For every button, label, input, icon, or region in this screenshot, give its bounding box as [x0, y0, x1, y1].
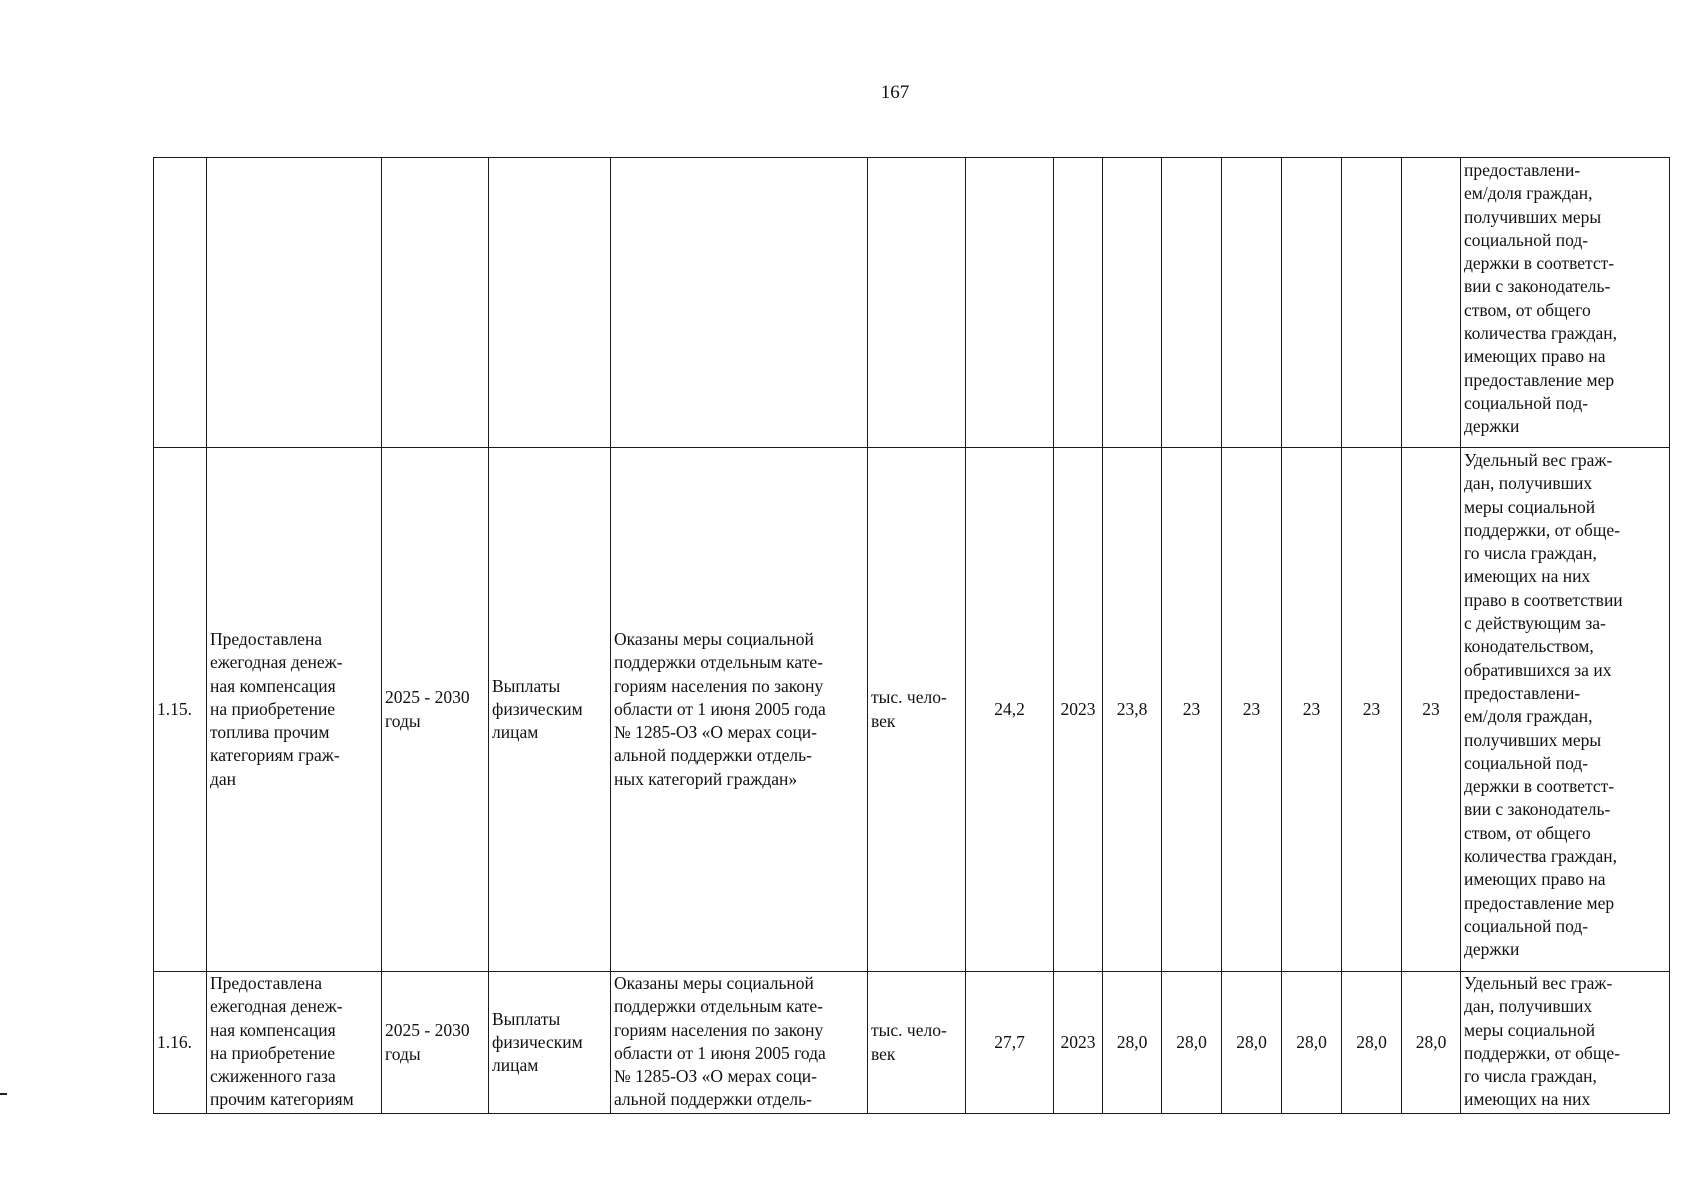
cell-id: 1.16. — [154, 972, 207, 1114]
page-number: 167 — [880, 82, 910, 103]
cell-base-year: 2023 — [1054, 448, 1103, 972]
cell-task — [207, 158, 382, 448]
cell-indicator: предоставлени- ем/доля граждан, получивших меры социальной под- держки в соответст- вии с законодатель- ством, от общего количества граждан, имеющих право на предоставление мер социальной под- держки — [1461, 158, 1670, 448]
table-row-1-15 — [154, 448, 1670, 972]
cell-type: Выплаты физическим лицам — [489, 972, 611, 1114]
cell-period — [382, 158, 489, 448]
cell-period: 2025 - 2030 годы — [382, 448, 489, 972]
cell-value-2025: 23,8 — [1103, 448, 1162, 972]
cell-value-2029: 28,0 — [1342, 972, 1402, 1114]
cell-value-2026 — [1162, 158, 1222, 448]
cell-description: Оказаны меры социальной поддержки отдельным кате- гориям населения по закону области от 1 июня 2005 года № 1285-ОЗ «О мерах соци- альной поддержки отдель- — [611, 972, 868, 1114]
cell-type — [489, 158, 611, 448]
cell-indicator: Удельный вес граж- дан, получивших меры социальной поддержки, от обще- го числа граждан, имеющих на них — [1461, 972, 1670, 1114]
cell-description: Оказаны меры социальной поддержки отдельным кате- гориям населения по закону области от 1 июня 2005 года № 1285-ОЗ «О мерах соци- альной поддержки отдель- ных категорий граждан» — [611, 448, 868, 972]
cell-base-year: 2023 — [1054, 972, 1103, 1114]
cell-base-value — [966, 158, 1054, 448]
cell-value-2028: 23 — [1282, 448, 1342, 972]
table-row-1-16 — [154, 972, 1670, 1114]
cell-value-2026: 28,0 — [1162, 972, 1222, 1114]
cell-type: Выплаты физическим лицам — [489, 448, 611, 972]
table-row-continuation — [154, 158, 1670, 448]
cell-value-2026: 23 — [1162, 448, 1222, 972]
cell-value-2030: 28,0 — [1402, 972, 1461, 1114]
cell-value-2029: 23 — [1342, 448, 1402, 972]
cell-indicator: Удельный вес граж- дан, получивших меры социальной поддержки, от обще- го числа граждан, имеющих на них право в соответствии с действующим за- конодательством, обратившихся за их предоставлени- ем/доля граждан, получивших меры социальной под- держки в соответст- вии с законодатель- ством, от общего количества граждан, имеющих право на предоставление мер социальной под- держки — [1461, 448, 1670, 972]
cell-value-2030: 23 — [1402, 448, 1461, 972]
cell-unit: тыс. чело- век — [868, 448, 966, 972]
cell-unit — [868, 158, 966, 448]
cell-value-2027: 28,0 — [1222, 972, 1282, 1114]
cell-base-value: 27,7 — [966, 972, 1054, 1114]
cell-base-year — [1054, 158, 1103, 448]
cell-value-2025: 28,0 — [1103, 972, 1162, 1114]
cell-unit: тыс. чело- век — [868, 972, 966, 1114]
cell-value-2029 — [1342, 158, 1402, 448]
cell-task: Предоставлена ежегодная денеж- ная компенсация на приобретение топлива прочим категориям граж- дан — [207, 448, 382, 972]
cell-id — [154, 158, 207, 448]
cell-task: Предоставлена ежегодная денеж- ная компенсация на приобретение сжиженного газа прочим категориям — [207, 972, 382, 1114]
cell-id: 1.15. — [154, 448, 207, 972]
scan-edge-mark — [0, 1093, 7, 1095]
cell-value-2025 — [1103, 158, 1162, 448]
cell-value-2027: 23 — [1222, 448, 1282, 972]
cell-value-2028 — [1282, 158, 1342, 448]
cell-value-2028: 28,0 — [1282, 972, 1342, 1114]
cell-value-2027 — [1222, 158, 1282, 448]
cell-description — [611, 158, 868, 448]
program-measures-table — [153, 157, 1670, 1114]
cell-base-value: 24,2 — [966, 448, 1054, 972]
cell-value-2030 — [1402, 158, 1461, 448]
cell-period: 2025 - 2030 годы — [382, 972, 489, 1114]
